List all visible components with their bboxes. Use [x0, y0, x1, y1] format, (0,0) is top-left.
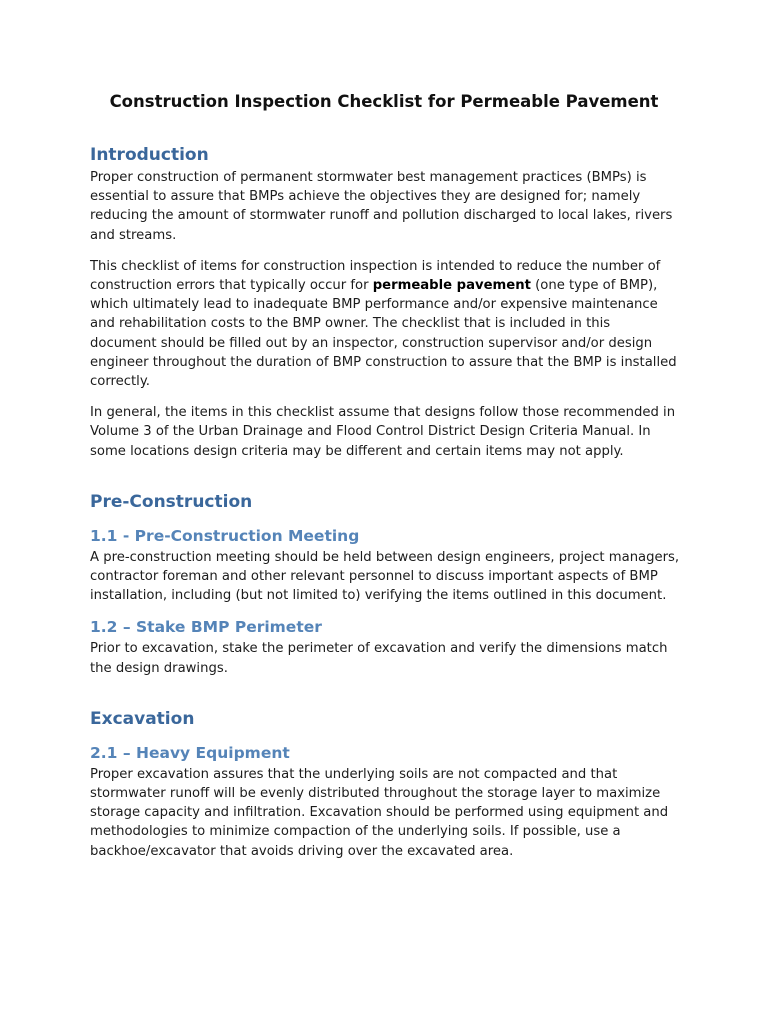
subsection-heading-2-1: 2.1 – Heavy Equipment	[90, 743, 290, 762]
subsection-text-2-1: Proper excavation assures that the underlying soils are not compacted and that stormwater runoff will be evenly distributed throughout the storage layer to maximize storage capacity and infiltration. Excavation should be performed using equipment and methodologies to minimize compaction of the underlying soils. If possible, use a backhoe/excavator that avoids driving over the excavated area.	[90, 766, 669, 859]
intro-paragraph-3: In general, the items in this checklist assume that designs follow those recommended in Volume 3 of the Urban Drainage and Flood Control District Design Criteria Manual. In some locations design criteria may be different and certain items may not apply.	[90, 405, 676, 459]
section-heading-pre-construction: Pre-Construction	[90, 491, 253, 512]
section-heading-introduction: Introduction	[90, 145, 209, 165]
subsection-heading-1-2: 1.2 – Stake BMP Perimeter	[90, 618, 322, 637]
section-heading-excavation: Excavation	[90, 708, 195, 729]
intro-paragraph-2-after: (one type of BMP), which ultimately lead to inadequate BMP performance and/or expensive maintenance and rehabilitation costs to the BMP owner. The checklist that is included in this document should be filled out by an inspector, construction supervisor and/or design engineer throughout the duration of BMP construction to assure that the BMP is installed correctly.	[90, 278, 677, 390]
document-page	[90, 92, 680, 861]
section-introduction	[90, 145, 680, 461]
intro-paragraph-2-before: This checklist of items for construction inspection is intended to reduce the number of construction errors that typically occur for	[90, 258, 661, 294]
intro-paragraph-2	[90, 257, 680, 391]
intro-paragraph-1: Proper construction of permanent stormwater best management practices (BMPs) is essential to assure that BMPs achieve the objectives they are designed for; namely reducing the amount of stormwater runoff and pollution discharged to local lakes, rivers and streams.	[90, 170, 673, 243]
intro-paragraph-2-bold: permeable pavement	[372, 278, 531, 294]
section-excavation	[90, 709, 680, 861]
subsection-text-1-1: A pre-construction meeting should be held between design engineers, project managers, contractor foreman and other relevant personnel to discuss important aspects of BMP installation, including (but not limited to) verifying the items outlined in this document.	[90, 549, 680, 604]
section-pre-construction	[90, 492, 680, 678]
subsection-heading-1-1: 1.1 - Pre-Construction Meeting	[90, 526, 360, 545]
document-title: Construction Inspection Checklist for Permeable Pavement	[109, 92, 659, 111]
subsection-text-1-2: Prior to excavation, stake the perimeter of excavation and verify the dimensions match the design drawings.	[90, 641, 668, 676]
